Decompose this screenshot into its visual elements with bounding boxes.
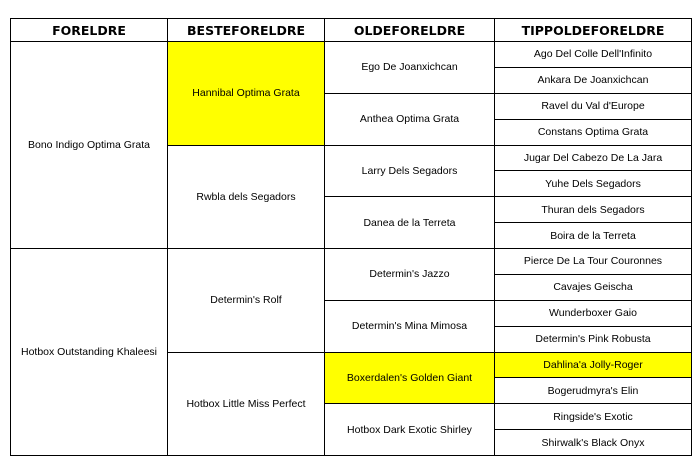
great-great-grandparent-11: Wunderboxer Gaio [495, 300, 692, 326]
great-great-grandparent-3: Ravel du Val d'Europe [495, 93, 692, 119]
great-grandparent-8: Hotbox Dark Exotic Shirley [325, 404, 495, 456]
header-row [11, 19, 692, 42]
great-grandparent-6: Determin's Mina Mimosa [325, 300, 495, 352]
great-great-grandparent-7: Thuran dels Segadors [495, 197, 692, 223]
grandparent-1: Hannibal Optima Grata [168, 42, 325, 146]
header-great-grandparents: OLDEFORELDRE [325, 19, 495, 42]
great-grandparent-2: Anthea Optima Grata [325, 93, 495, 145]
great-great-grandparent-9: Pierce De La Tour Couronnes [495, 249, 692, 275]
great-great-grandparent-12: Determin's Pink Robusta [495, 326, 692, 352]
grandparent-3: Determin's Rolf [168, 249, 325, 353]
great-great-grandparent-10: Cavajes Geischa [495, 274, 692, 300]
grandparent-2: Rwbla dels Segadors [168, 145, 325, 249]
great-great-grandparent-15: Ringside's Exotic [495, 404, 692, 430]
great-great-grandparent-5: Jugar Del Cabezo De La Jara [495, 145, 692, 171]
great-great-grandparent-2: Ankara De Joanxichcan [495, 67, 692, 93]
great-great-grandparent-14: Bogerudmyra's Elin [495, 378, 692, 404]
great-grandparent-1: Ego De Joanxichcan [325, 42, 495, 94]
header-parents: FORELDRE [11, 19, 168, 42]
great-great-grandparent-8: Boira de la Terreta [495, 223, 692, 249]
great-grandparent-3: Larry Dels Segadors [325, 145, 495, 197]
header-great-great-grandparents: TIPPOLDEFORELDRE [495, 19, 692, 42]
great-grandparent-5: Determin's Jazzo [325, 249, 495, 301]
great-great-grandparent-16: Shirwalk's Black Onyx [495, 430, 692, 456]
great-great-grandparent-1: Ago Del Colle Dell'Infinito [495, 42, 692, 68]
great-grandparent-7: Boxerdalen's Golden Giant [325, 352, 495, 404]
great-great-grandparent-4: Constans Optima Grata [495, 119, 692, 145]
header-grandparents: BESTEFORELDRE [168, 19, 325, 42]
great-great-grandparent-13: Dahlina'a Jolly-Roger [495, 352, 692, 378]
parent-sire: Bono Indigo Optima Grata [11, 42, 168, 249]
pedigree-table [10, 18, 692, 456]
grandparent-4: Hotbox Little Miss Perfect [168, 352, 325, 456]
great-great-grandparent-6: Yuhe Dels Segadors [495, 171, 692, 197]
great-grandparent-4: Danea de la Terreta [325, 197, 495, 249]
parent-dam: Hotbox Outstanding Khaleesi [11, 249, 168, 456]
